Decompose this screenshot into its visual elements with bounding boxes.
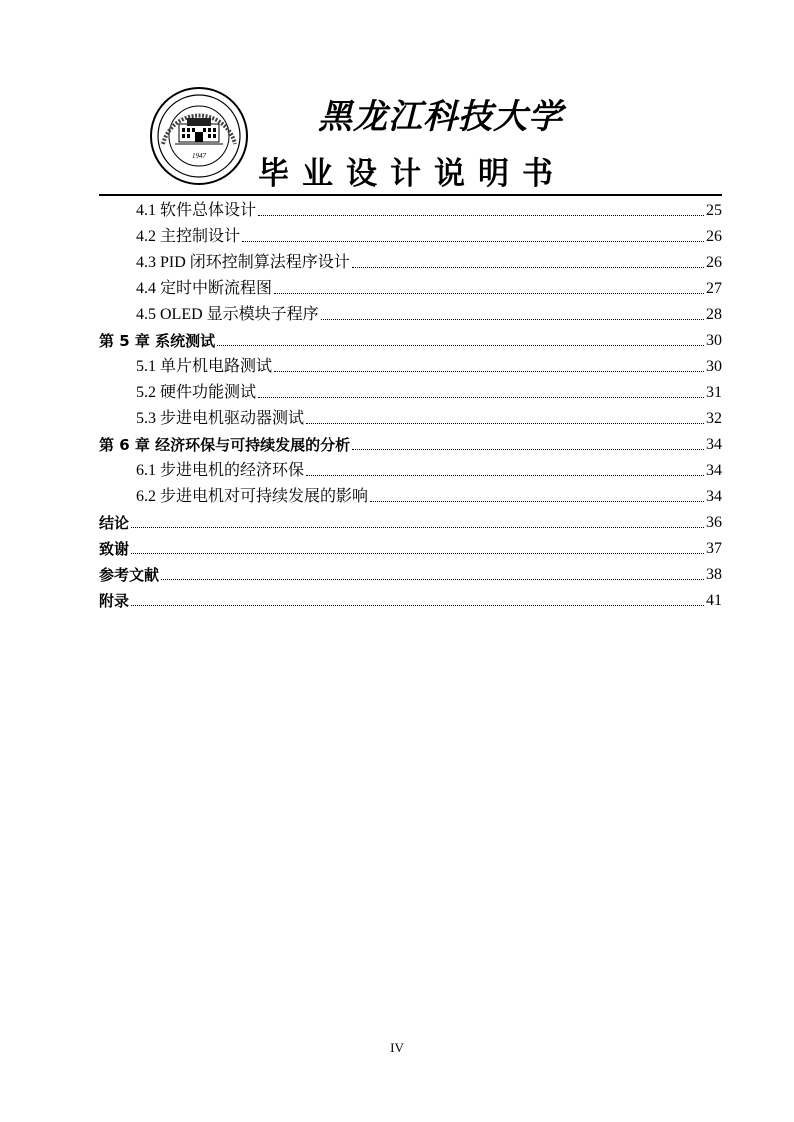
toc-section-entry bbox=[99, 221, 722, 247]
toc-leader-dots bbox=[306, 474, 704, 476]
toc-leader-dots bbox=[352, 448, 704, 450]
toc-section-entry bbox=[99, 377, 722, 403]
toc-leader-dots bbox=[242, 240, 704, 242]
toc-page-number: 36 bbox=[706, 514, 722, 531]
toc-chapter-entry bbox=[99, 325, 722, 351]
toc-page-number: 27 bbox=[706, 280, 722, 297]
toc-chapter-entry bbox=[99, 585, 722, 611]
toc-section-entry bbox=[99, 247, 722, 273]
toc-leader-dots bbox=[321, 318, 704, 320]
svg-text:1947: 1947 bbox=[192, 152, 206, 160]
toc-chapter-entry bbox=[99, 533, 722, 559]
university-name: 黑龙江科技大学 bbox=[318, 97, 563, 137]
toc-section-entry bbox=[99, 299, 722, 325]
table-of-contents bbox=[99, 195, 722, 611]
toc-section-entry bbox=[99, 273, 722, 299]
toc-leader-dots bbox=[352, 266, 704, 268]
toc-page-number: 38 bbox=[706, 566, 722, 583]
toc-page-number: 30 bbox=[706, 332, 722, 349]
toc-entry-title: 4.4 定时中断流程图 bbox=[136, 280, 273, 297]
toc-entry-title: 4.1 软件总体设计 bbox=[136, 202, 257, 219]
toc-chapter-entry bbox=[99, 507, 722, 533]
toc-page-number: 26 bbox=[706, 254, 722, 271]
toc-page-number: 34 bbox=[706, 488, 722, 505]
toc-entry-title: 4.2 主控制设计 bbox=[136, 228, 241, 245]
toc-leader-dots bbox=[131, 552, 704, 554]
toc-leader-dots bbox=[274, 292, 704, 294]
toc-page-number: 34 bbox=[706, 436, 722, 453]
toc-leader-dots bbox=[306, 422, 704, 424]
toc-entry-title: 第 5 章 系统测试 bbox=[99, 332, 216, 350]
toc-entry-title: 4.5 OLED 显示模块子程序 bbox=[136, 306, 319, 323]
toc-section-entry bbox=[99, 481, 722, 507]
toc-leader-dots bbox=[274, 370, 704, 372]
toc-entry-title: 第 6 章 经济环保与可持续发展的分析 bbox=[99, 436, 351, 454]
toc-page-number: 28 bbox=[706, 306, 722, 323]
toc-entry-title: 结论 bbox=[99, 514, 130, 532]
university-seal-logo bbox=[149, 86, 249, 186]
toc-section-entry bbox=[99, 403, 722, 429]
toc-leader-dots bbox=[370, 500, 704, 502]
toc-entry-title: 附录 bbox=[99, 592, 130, 610]
toc-leader-dots bbox=[131, 604, 704, 606]
toc-leader-dots bbox=[131, 526, 704, 528]
toc-leader-dots bbox=[258, 214, 704, 216]
toc-page-number: 34 bbox=[706, 462, 722, 479]
toc-section-entry bbox=[99, 455, 722, 481]
toc-entry-title: 5.3 步进电机驱动器测试 bbox=[136, 410, 305, 427]
page-number: IV bbox=[390, 1040, 404, 1055]
toc-section-entry bbox=[99, 351, 722, 377]
toc-page-number: 37 bbox=[706, 540, 722, 557]
toc-entry-title: 致谢 bbox=[99, 540, 130, 558]
toc-chapter-entry bbox=[99, 429, 722, 455]
toc-page-number: 26 bbox=[706, 228, 722, 245]
toc-page-number: 25 bbox=[706, 202, 722, 219]
toc-leader-dots bbox=[217, 344, 704, 346]
toc-entry-title: 参考文献 bbox=[99, 566, 160, 584]
toc-entry-title: 5.2 硬件功能测试 bbox=[136, 384, 257, 401]
toc-section-entry bbox=[99, 195, 722, 221]
toc-chapter-entry bbox=[99, 559, 722, 585]
document-header bbox=[0, 0, 794, 200]
document-title: 毕业设计说明书 bbox=[258, 156, 566, 192]
toc-leader-dots bbox=[161, 578, 704, 580]
toc-page-number: 30 bbox=[706, 358, 722, 375]
toc-entry-title: 4.3 PID 闭环控制算法程序设计 bbox=[136, 254, 350, 271]
toc-entry-title: 6.1 步进电机的经济环保 bbox=[136, 462, 305, 479]
toc-page-number: 32 bbox=[706, 410, 722, 427]
toc-page-number: 31 bbox=[706, 384, 722, 401]
toc-entry-title: 5.1 单片机电路测试 bbox=[136, 358, 273, 375]
toc-page-number: 41 bbox=[706, 592, 722, 609]
toc-entry-title: 6.2 步进电机对可持续发展的影响 bbox=[136, 488, 369, 505]
toc-leader-dots bbox=[258, 396, 704, 398]
